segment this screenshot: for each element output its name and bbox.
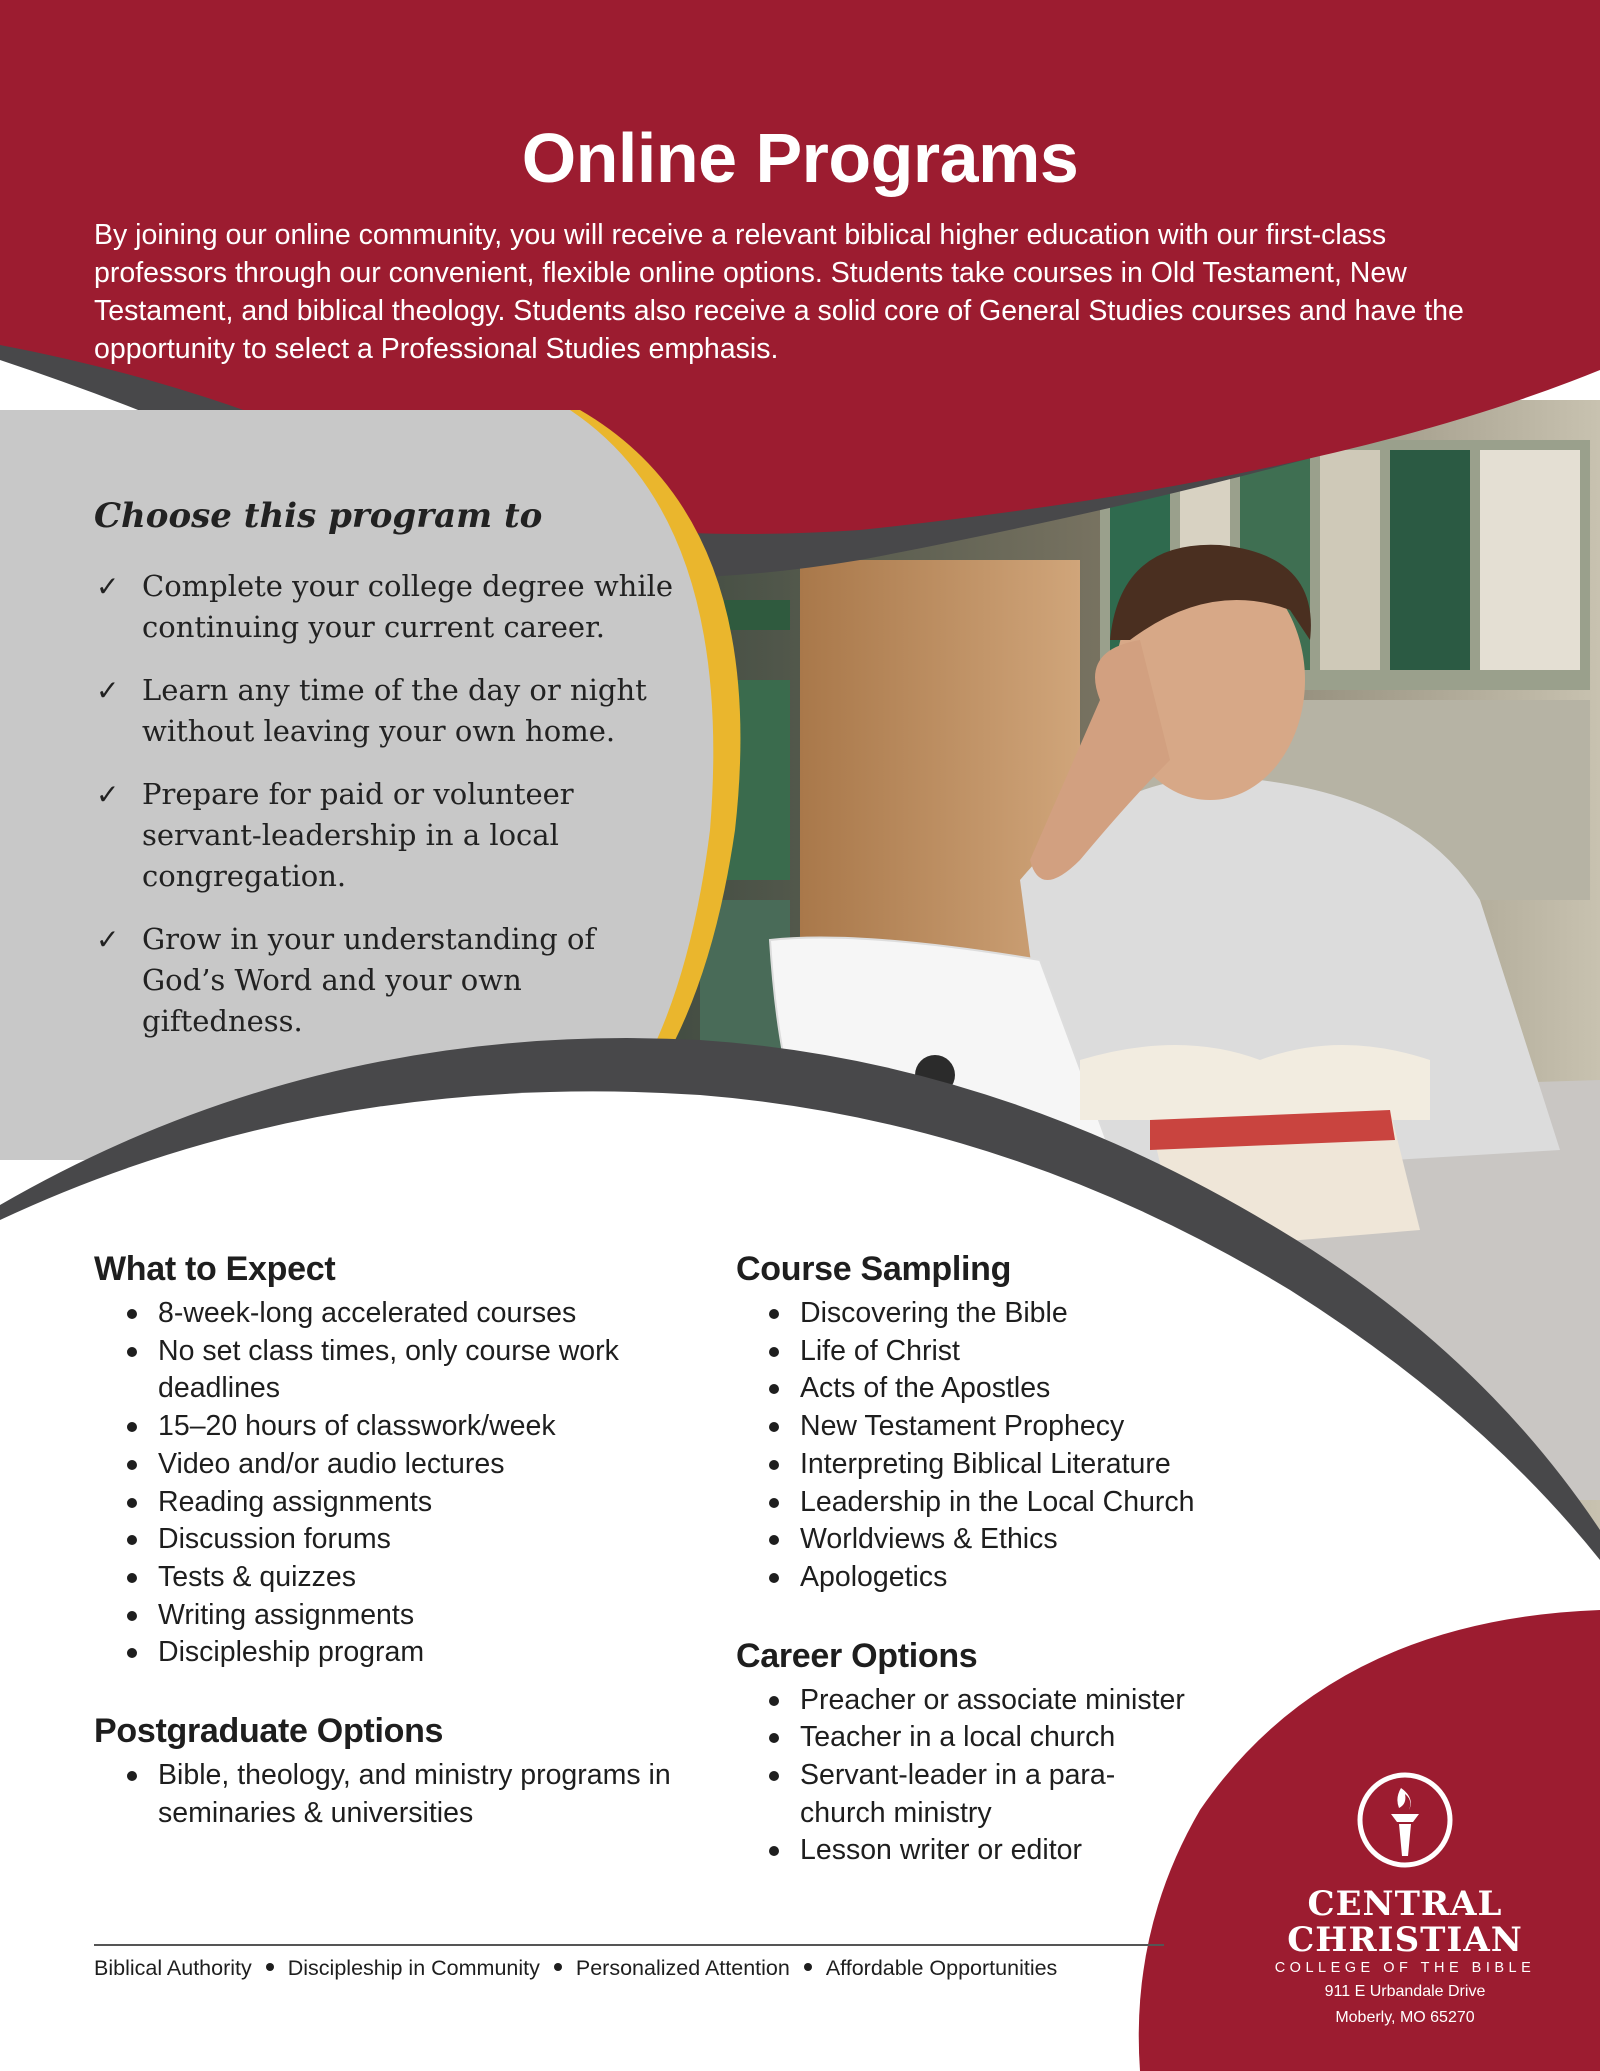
logo-line-2: CHRISTIAN (1287, 1920, 1523, 1960)
logo-subtitle: COLLEGE OF THE BIBLE (1274, 1960, 1536, 1976)
left-column (94, 1250, 714, 1872)
footer-values (94, 1956, 1057, 1981)
career-options-list (736, 1682, 1296, 1871)
bullet-icon (554, 1963, 562, 1971)
benefit-item (94, 774, 674, 897)
list-item (736, 1484, 1296, 1522)
list-item-text: 15–20 hours of classwork/week (158, 1410, 556, 1443)
list-item-text: 8-week-long accelerated courses (158, 1297, 577, 1329)
torch-logo-icon (1355, 1770, 1455, 1870)
bullet-icon (127, 1422, 137, 1432)
list-item (94, 1295, 714, 1333)
list-item-text: Tests & quizzes (158, 1560, 356, 1593)
bullet-icon (769, 1771, 779, 1781)
checkmark-icon: ✓ (96, 778, 120, 811)
what-to-expect-list (94, 1295, 714, 1672)
benefit-item (94, 566, 674, 648)
benefit-text: Grow in your understanding of God’s Word and your own giftedness. (142, 922, 596, 1038)
list-item (94, 1757, 714, 1832)
checkmark-icon: ✓ (96, 570, 120, 603)
list-item (736, 1370, 1296, 1408)
footer-value: Discipleship in Community (287, 1956, 540, 1980)
bullet-icon (127, 1573, 137, 1583)
benefit-item (94, 670, 674, 752)
what-to-expect-heading: What to Expect (94, 1250, 336, 1288)
list-item (94, 1559, 714, 1597)
list-item-text: Bible, theology, and ministry programs in seminaries & universities (158, 1759, 671, 1829)
course-sampling-heading: Course Sampling (736, 1250, 1012, 1288)
list-item-text: Teacher in a local church (800, 1721, 1116, 1754)
list-item (736, 1295, 1296, 1333)
footer-divider (94, 1944, 1164, 1946)
list-item (736, 1446, 1296, 1484)
list-item (94, 1634, 714, 1672)
benefit-text: Learn any time of the day or night without leaving your own home. (142, 673, 647, 748)
list-item (94, 1484, 714, 1522)
list-item (736, 1333, 1296, 1371)
bullet-icon (769, 1498, 779, 1508)
bullet-icon (127, 1347, 137, 1357)
bullet-icon (769, 1535, 779, 1545)
bullet-icon (127, 1309, 137, 1319)
list-item-text: Life of Christ (800, 1334, 960, 1367)
footer-value: Personalized Attention (575, 1956, 790, 1980)
list-item (94, 1446, 714, 1484)
postgraduate-options-list (94, 1757, 714, 1832)
course-sampling-list (736, 1295, 1296, 1597)
list-item-text: Leadership in the Local Church (800, 1485, 1195, 1518)
choose-program-heading: Choose this program to (94, 496, 543, 536)
bullet-icon (769, 1384, 779, 1394)
list-item-text: Servant-leader in a para-church ministry (800, 1759, 1116, 1829)
list-item-text: Discipleship program (158, 1636, 425, 1669)
bullet-icon (769, 1846, 779, 1856)
address-line-1: 911 E Urbandale Drive (1324, 1983, 1486, 2000)
list-item-text: Apologetics (800, 1560, 948, 1593)
benefit-item (94, 919, 674, 1042)
list-item-text: Writing assignments (158, 1598, 415, 1631)
list-item-text: No set class times, only course work deadlines (158, 1334, 619, 1405)
address-line-2: Moberly, MO 65270 (1335, 2009, 1475, 2026)
footer-value: Affordable Opportunities (825, 1956, 1058, 1980)
list-item (736, 1757, 1160, 1832)
list-item-text: Video and/or audio lectures (158, 1447, 505, 1480)
bullet-icon (769, 1347, 779, 1357)
page-title: Online Programs (521, 119, 1079, 197)
list-item-text: New Testament Prophecy (800, 1410, 1125, 1443)
bullet-icon (769, 1460, 779, 1470)
list-item (736, 1559, 1296, 1597)
right-column (736, 1250, 1296, 1910)
list-item (94, 1597, 714, 1635)
list-item-text: Discussion forums (158, 1523, 391, 1556)
bullet-icon (127, 1460, 137, 1470)
list-item-text: Lesson writer or editor (800, 1834, 1082, 1867)
bullet-icon (127, 1611, 137, 1621)
bullet-icon (127, 1771, 137, 1781)
bullet-icon (127, 1498, 137, 1508)
bullet-icon (769, 1422, 779, 1432)
list-item-text: Interpreting Biblical Literature (800, 1447, 1171, 1480)
list-item (94, 1521, 714, 1559)
list-item-text: Discovering the Bible (800, 1297, 1068, 1329)
footer-value: Biblical Authority (94, 1956, 252, 1980)
intro-paragraph: By joining our online community, you will receive a relevant biblical higher education with our first-class professors through our convenient, flexible online options. Students take courses in Old Testament, New Testament, and biblical theology. Students also receive a solid core of General Studies courses and have the opportunity to select a Professional Studies emphasis. (94, 219, 1464, 365)
list-item (736, 1682, 1296, 1720)
bullet-icon (127, 1535, 137, 1545)
checkmark-icon: ✓ (96, 923, 120, 956)
checkmark-icon: ✓ (96, 674, 120, 707)
logo-line-1: CENTRAL (1307, 1884, 1503, 1924)
bullet-icon (769, 1733, 779, 1743)
bullet-icon (127, 1648, 137, 1658)
bullet-icon (804, 1963, 812, 1971)
list-item (736, 1832, 1296, 1870)
bullet-icon (769, 1309, 779, 1319)
list-item (736, 1408, 1296, 1446)
list-item (736, 1719, 1296, 1757)
list-item-text: Preacher or associate minister (800, 1683, 1185, 1716)
benefit-text: Complete your college degree while continuing your current career. (142, 569, 674, 644)
bullet-icon (769, 1573, 779, 1583)
list-item (94, 1408, 714, 1446)
college-logo (1240, 1770, 1570, 2028)
career-options-heading: Career Options (736, 1636, 978, 1675)
benefit-text: Prepare for paid or volunteer servant-leadership in a local congregation. (142, 777, 574, 893)
list-item (94, 1333, 714, 1408)
bullet-icon (266, 1963, 274, 1971)
list-item-text: Acts of the Apostles (800, 1372, 1051, 1405)
postgraduate-options-heading: Postgraduate Options (94, 1712, 444, 1751)
list-item-text: Worldviews & Ethics (800, 1523, 1058, 1556)
bullet-icon (769, 1696, 779, 1706)
list-item-text: Reading assignments (158, 1485, 433, 1518)
list-item (736, 1521, 1296, 1559)
benefits-list (94, 566, 674, 1064)
